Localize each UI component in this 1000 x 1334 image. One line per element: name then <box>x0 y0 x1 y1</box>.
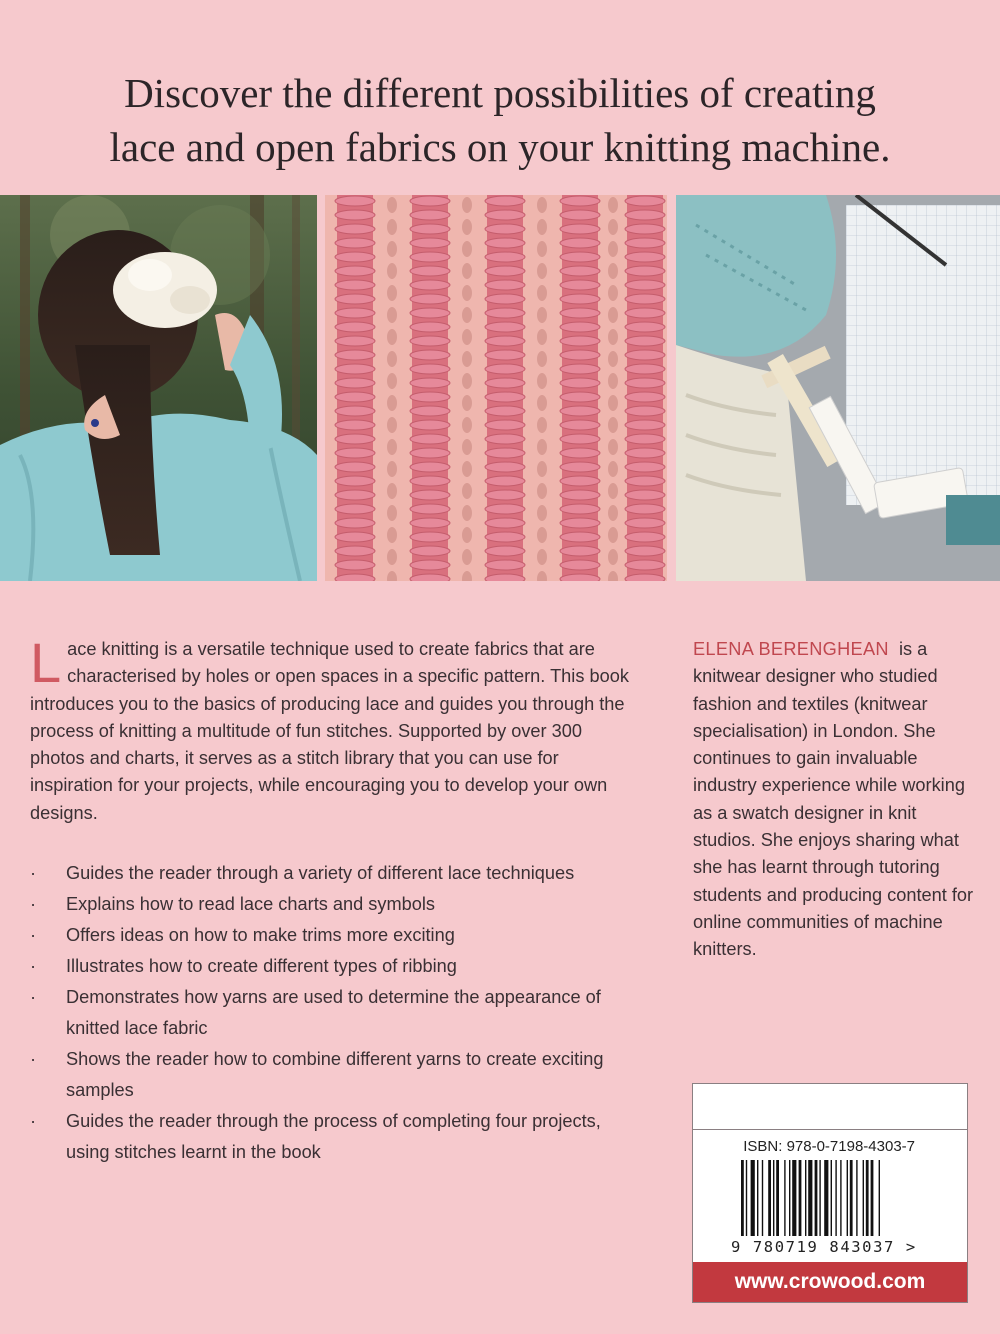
feature-list <box>30 858 620 1168</box>
intro-text: ace knitting is a versatile technique used to create fabrics that are characterised by holes or open spaces in a specific pattern. This book introduces you to the basics of producing lace and guides you through the process of knitting a multitude of fun stitches. Supported by over 300 photos and charts, it serves as a stitch library that you can use for inspiration for your projects, while encouraging you to develop your own designs. <box>30 639 629 823</box>
pink-lace-swatch-photo <box>325 195 667 581</box>
barcode-icon <box>741 1160 921 1240</box>
barcode-divider <box>693 1129 967 1130</box>
headline-line-2: lace and open fabrics on your knitting machine. <box>109 124 891 170</box>
feature-item: · Guides the reader through the process of completing four projects, using stitches learnt in the book <box>30 1106 620 1168</box>
barcode-panel <box>692 1083 968 1303</box>
author-name: ELENA BERENGHEAN <box>693 639 889 659</box>
feature-item: · Guides the reader through a variety of different lace techniques <box>30 858 620 889</box>
woman-scrunchie-illustration <box>0 195 317 581</box>
intro-paragraph <box>30 631 630 827</box>
intro-dropcap: L <box>30 631 62 694</box>
pink-lace-illustration <box>325 195 667 581</box>
feature-item: · Illustrates how to create different types of ribbing <box>30 951 620 982</box>
barcode-digits: 9 780719 843037 > <box>731 1238 917 1256</box>
author-bio-text: is a knitwear designer who studied fashion and textiles (knitwear specialisation) in London. She continues to gain invaluable industry experience while working as a swatch designer in knit studios. She enjoys sharing what she has learnt through tutoring students and producing content for online communities of machine knitters. <box>693 639 974 960</box>
author-bio <box>693 636 983 964</box>
feature-item: · Offers ideas on how to make trims more exciting <box>30 920 620 951</box>
publisher-url[interactable]: www.crowood.com <box>693 1262 967 1302</box>
woman-scrunchie-photo <box>0 195 317 581</box>
knitting-tools-photo <box>676 195 1000 581</box>
isbn-label: ISBN: 978-0-7198-4303-7 <box>743 1138 915 1155</box>
headline <box>0 66 1000 174</box>
feature-item: · Explains how to read lace charts and symbols <box>30 889 620 920</box>
feature-item: · Shows the reader how to combine different yarns to create exciting samples <box>30 1044 620 1106</box>
feature-item: · Demonstrates how yarns are used to determine the appearance of knitted lace fabric <box>30 982 620 1044</box>
headline-line-1: Discover the different possibilities of creating <box>124 70 876 116</box>
knitting-tools-illustration <box>676 195 1000 581</box>
